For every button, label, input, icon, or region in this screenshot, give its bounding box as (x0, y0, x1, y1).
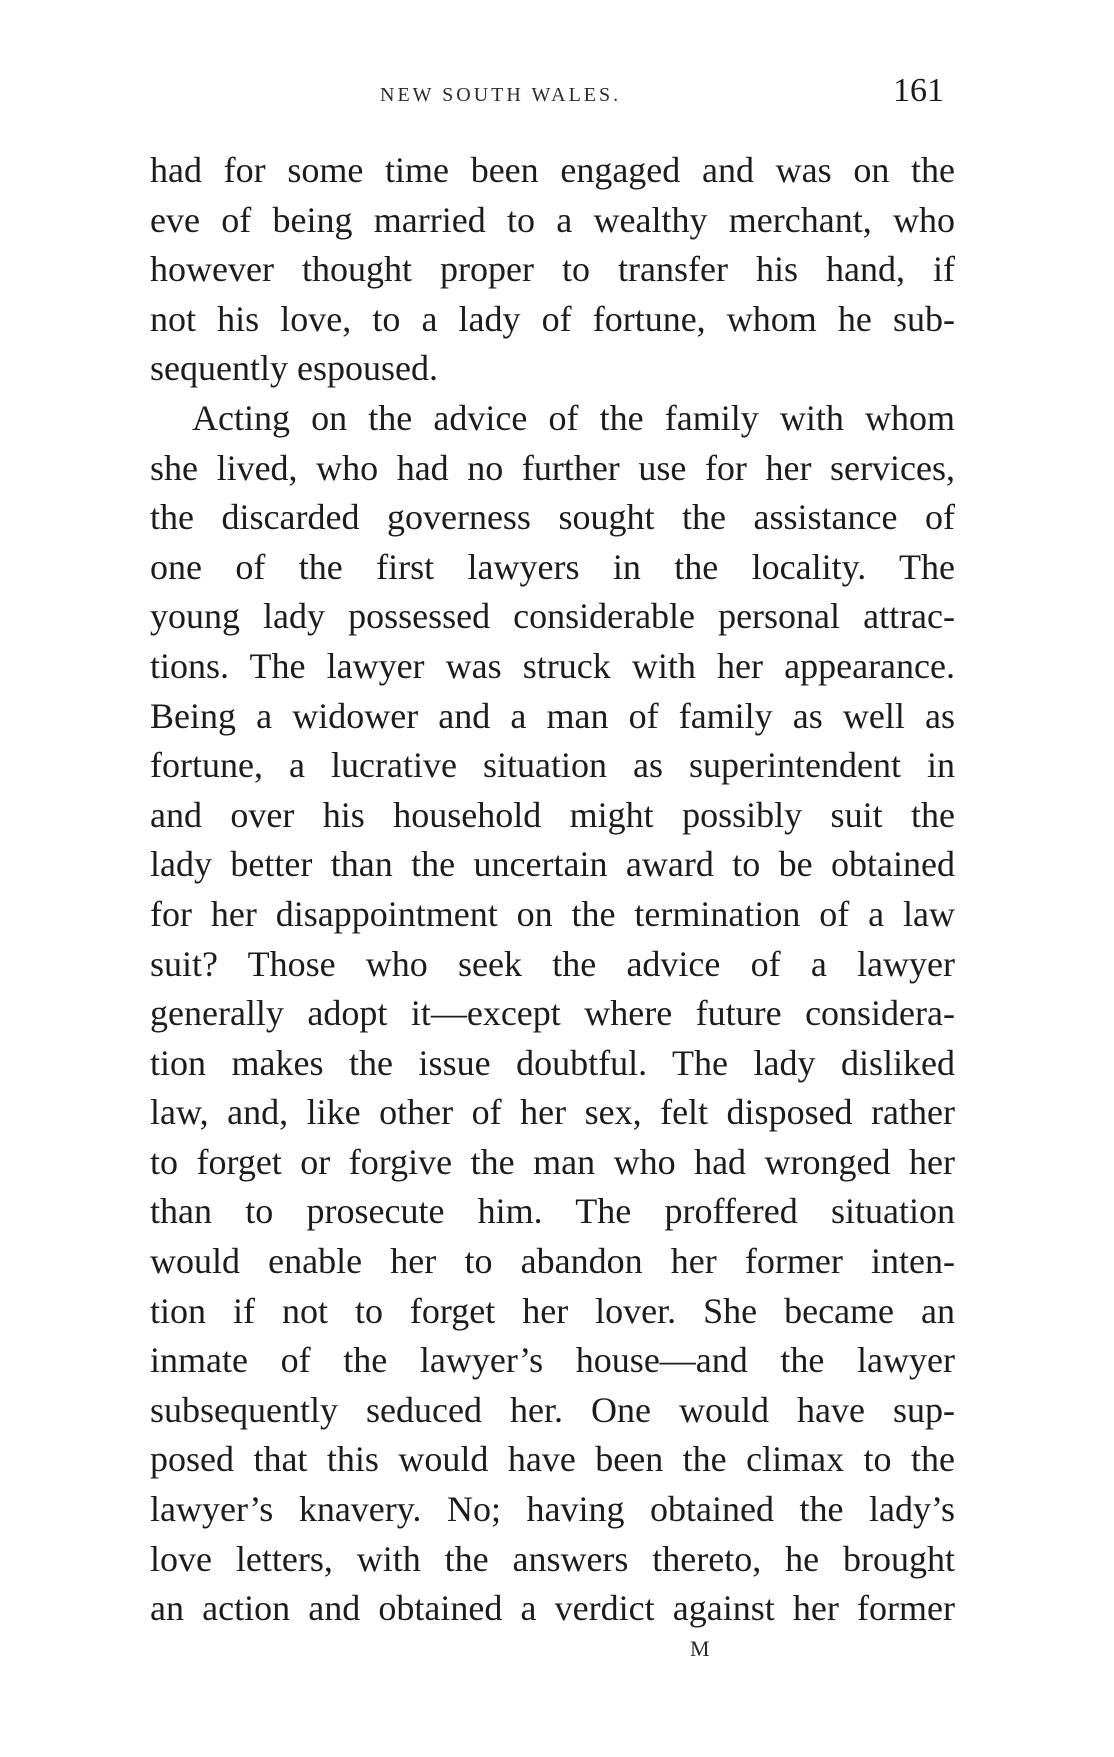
page-number: 161 (893, 72, 944, 109)
body-text (150, 146, 955, 1634)
text-line: she lived, who had no further use for her services, (150, 447, 955, 488)
text-line: young lady possessed considerable personal attrac- (150, 596, 955, 637)
text-line: subsequently seduced her. One would have sup- (150, 1389, 955, 1430)
text-line: would enable her to abandon her former inten- (150, 1241, 955, 1282)
text-line: one of the first lawyers in the locality. The (150, 546, 955, 587)
text-line: love letters, with the answers thereto, he brought (150, 1538, 955, 1579)
text-line: law, and, like other of her sex, felt disposed rather (150, 1092, 955, 1133)
text-line: lady better than the uncertain award to be obtained (150, 844, 955, 885)
text-line: however thought proper to transfer his hand, if (150, 249, 955, 290)
text-line: eve of being married to a wealthy merchant, who (150, 199, 955, 240)
text-line: had for some time been engaged and was on the (150, 150, 955, 190)
text-line: sequently espoused. (150, 348, 438, 389)
text-line: generally adopt it—except where future considera- (150, 993, 955, 1034)
text-line: lawyer’s knavery. No; having obtained the lady’s (150, 1489, 955, 1530)
running-title: NEW SOUTH WALES. (380, 84, 622, 106)
text-line: posed that this would have been the climax to the (150, 1439, 955, 1480)
text-line: inmate of the lawyer’s house—and the lawyer (150, 1340, 955, 1381)
text-line: an action and obtained a verdict against her former (150, 1588, 955, 1629)
text-line: tion makes the issue doubtful. The lady disliked (150, 1042, 955, 1083)
text-line: to forget or forgive the man who had wronged her (150, 1141, 955, 1182)
running-head (0, 70, 1114, 130)
text-line: than to prosecute him. The proffered situation (150, 1191, 955, 1232)
text-line: suit? Those who seek the advice of a lawyer (150, 943, 955, 984)
signature-mark: M (690, 1636, 710, 1661)
text-line: and over his household might possibly suit the (150, 794, 955, 835)
text-line: Being a widower and a man of family as well as (150, 695, 955, 736)
text-line: tions. The lawyer was struck with her appearance. (150, 645, 955, 686)
text-line: Acting on the advice of the family with whom (192, 397, 955, 438)
text-line: for her disappointment on the termination of a law (150, 893, 955, 934)
text-line: not his love, to a lady of fortune, whom he sub- (150, 298, 955, 339)
text-line: fortune, a lucrative situation as superintendent in (150, 745, 955, 786)
text-line: tion if not to forget her lover. She became an (150, 1290, 955, 1331)
text-line: the discarded governess sought the assistance of (150, 497, 955, 538)
